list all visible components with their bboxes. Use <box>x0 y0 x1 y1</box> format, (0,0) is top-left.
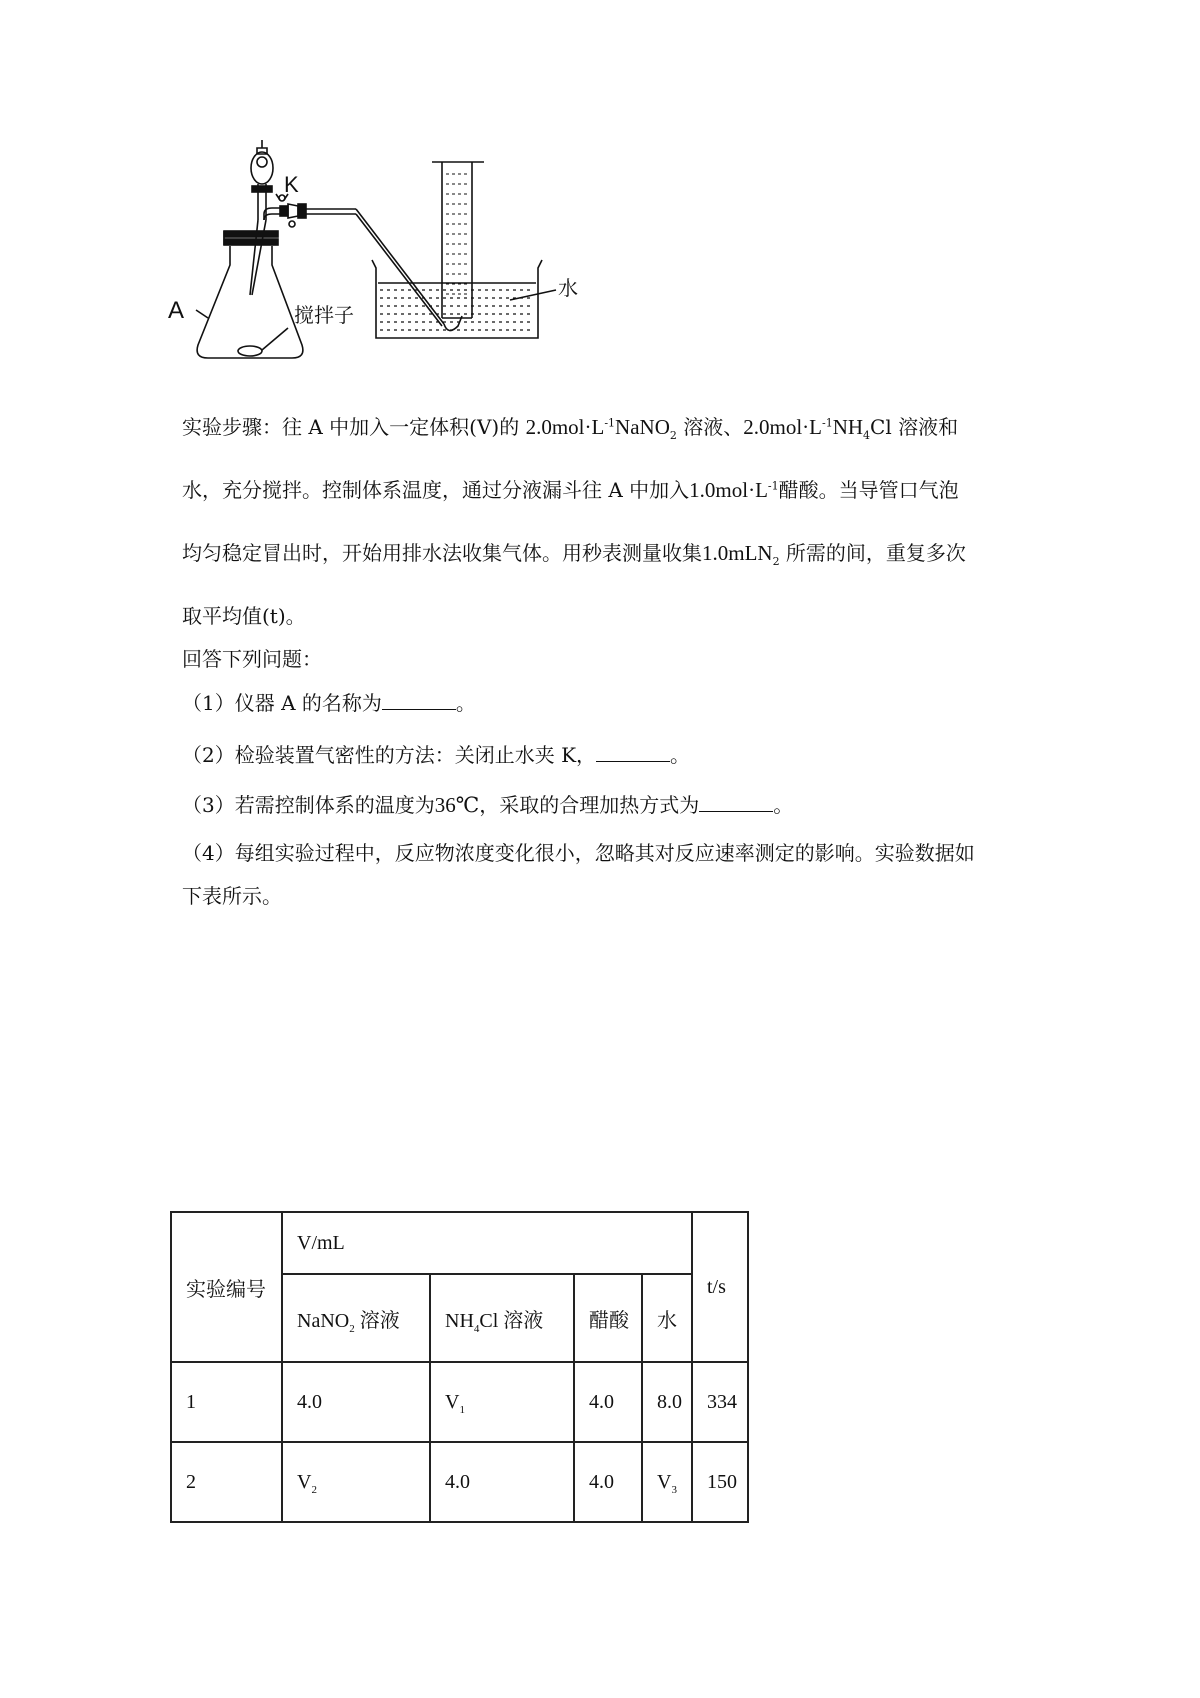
subscript: 2 <box>349 1322 355 1335</box>
answer-blank[interactable] <box>596 745 670 762</box>
question-text: （1）仪器 A 的名称为 <box>182 691 382 715</box>
header-acetic-acid: 醋酸 <box>574 1274 642 1362</box>
question-text: 。 <box>455 691 476 715</box>
subscript: 2 <box>772 555 780 568</box>
procedure-line-2 <box>182 478 1042 503</box>
cell-nano2: 4.0 <box>282 1362 430 1442</box>
table-row <box>171 1442 748 1522</box>
header-volume: V/mL <box>282 1212 692 1274</box>
question-text: 。 <box>670 743 691 767</box>
variable: V <box>445 1390 460 1413</box>
header-time: t/s <box>692 1212 748 1362</box>
procedure-text: 实验步骤：往 A 中加入一定体积(V)的 <box>182 415 526 439</box>
cell-nh4cl: 4.0 <box>430 1442 574 1522</box>
cell-nh4cl <box>430 1362 574 1442</box>
header-experiment-number: 实验编号 <box>171 1212 282 1362</box>
procedure-text: Cl 溶液和 <box>870 415 959 439</box>
subscript: 4 <box>863 429 871 442</box>
table-row <box>171 1362 748 1442</box>
temperature-value: 36℃ <box>434 793 480 817</box>
question-text: ，采取的合理加热方式为 <box>479 793 700 817</box>
superscript: -1 <box>604 416 616 430</box>
formula: NH <box>832 415 864 439</box>
formula: NaNO <box>297 1309 350 1332</box>
header-nh4cl <box>430 1274 574 1362</box>
procedure-text: 溶液、 <box>676 415 744 439</box>
subscript: 2 <box>669 429 677 442</box>
conc-value: 2.0mol·L <box>743 415 822 439</box>
question-1 <box>182 691 1042 715</box>
subscript: 2 <box>311 1483 317 1496</box>
separatory-funnel <box>250 140 273 295</box>
subscript: 4 <box>473 1322 480 1335</box>
cell-acid: 4.0 <box>574 1362 642 1442</box>
question-4-line-2: 下表所示。 <box>182 884 282 908</box>
conc-value: 1.0mol·L <box>689 478 768 502</box>
cell-exp: 2 <box>171 1442 282 1522</box>
question-4-line-1: （4）每组实验过程中，反应物浓度变化很小，忽略其对反应速率测定的影响。实验数据如 <box>182 841 975 865</box>
header-water: 水 <box>642 1274 692 1362</box>
variable: V <box>657 1470 672 1493</box>
procedure-text: 均匀稳定冒出时，开始用排水法收集气体。用秒表测量收集 <box>182 541 702 565</box>
graduated-cylinder <box>432 162 484 318</box>
cell-time: 334 <box>692 1362 748 1442</box>
questions-intro: 回答下列问题： <box>182 647 322 671</box>
suffix: 溶液 <box>354 1309 400 1332</box>
cell-water <box>642 1442 692 1522</box>
label-stirrer: 搅拌子 <box>294 303 354 327</box>
volume-value: 1.0mLN <box>702 541 773 565</box>
superscript: -1 <box>821 416 833 430</box>
question-text: （3）若需控制体系的温度为 <box>182 793 435 817</box>
question-2 <box>182 743 1042 767</box>
procedure-line-1 <box>182 415 1042 440</box>
conc-value: 2.0mol·L <box>525 415 605 439</box>
subscript: 1 <box>459 1403 465 1416</box>
cell-acid: 4.0 <box>574 1442 642 1522</box>
question-3 <box>182 793 1042 818</box>
procedure-line-3 <box>182 541 1042 566</box>
cell-nano2 <box>282 1442 430 1522</box>
question-text: 。 <box>773 793 794 817</box>
cell-time: 150 <box>692 1442 748 1522</box>
formula: NH <box>445 1309 474 1332</box>
label-water: 水 <box>558 276 578 300</box>
procedure-line-4: 取平均值(t)。 <box>182 604 306 628</box>
header-nano2 <box>282 1274 430 1362</box>
label-k: K <box>284 172 299 197</box>
procedure-text: 醋酸。当导管口气泡 <box>778 478 959 502</box>
superscript: -1 <box>767 479 779 493</box>
procedure-text: 所需的间，重复多次 <box>779 541 966 565</box>
apparatus-diagram <box>168 140 660 400</box>
table-header-row <box>171 1212 748 1274</box>
cell-water: 8.0 <box>642 1362 692 1442</box>
answer-blank[interactable] <box>699 795 773 812</box>
procedure-text: 水，充分搅拌。控制体系温度，通过分液漏斗往 A 中加入 <box>182 478 690 502</box>
label-a: A <box>168 297 185 324</box>
rubber-stopper <box>224 231 278 245</box>
formula: NaNO <box>615 415 670 439</box>
variable: V <box>297 1470 312 1493</box>
erlenmeyer-flask-a <box>196 246 303 358</box>
subscript: 3 <box>671 1483 677 1496</box>
cell-exp: 1 <box>171 1362 282 1442</box>
experiment-data-table <box>170 1211 749 1523</box>
suffix: Cl 溶液 <box>479 1309 544 1332</box>
question-text: （2）检验装置气密性的方法：关闭止水夹 K， <box>182 743 597 767</box>
answer-blank[interactable] <box>382 693 456 710</box>
